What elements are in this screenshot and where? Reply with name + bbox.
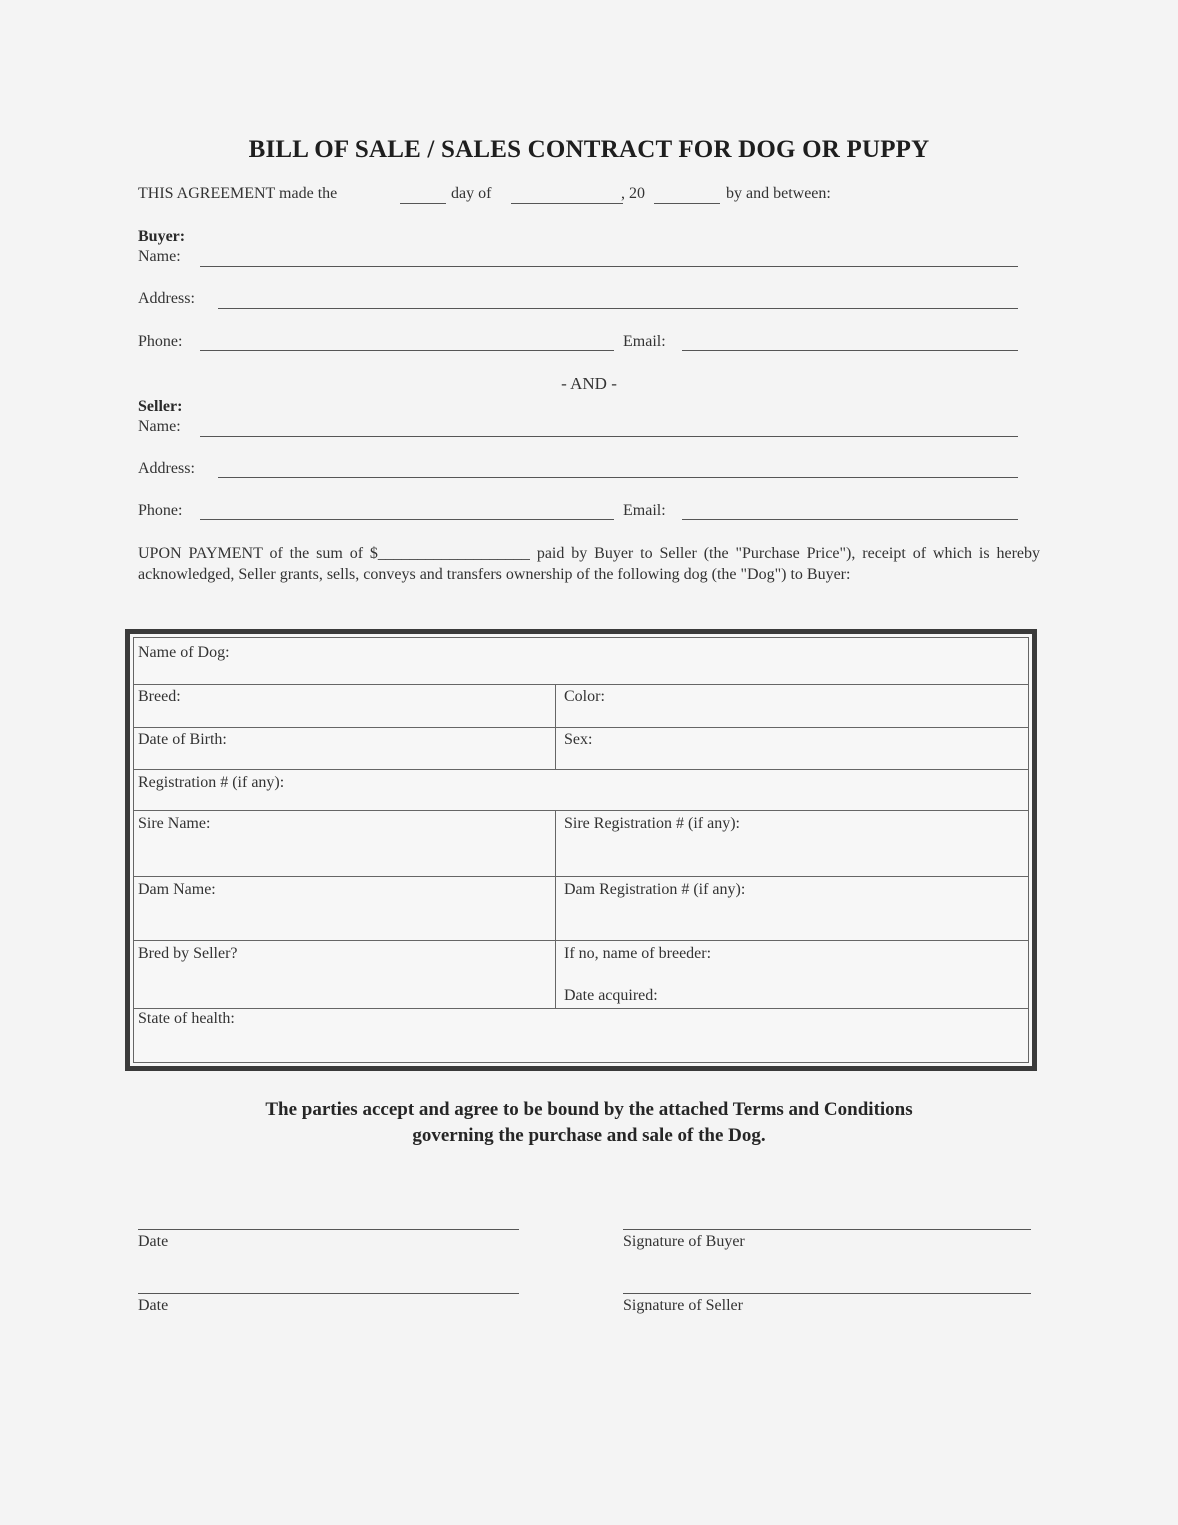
column-divider xyxy=(555,684,556,769)
buyer-address-label: Address: xyxy=(138,290,195,307)
seller-address-label: Address: xyxy=(138,460,195,477)
agreement-year-prefix: , 20 xyxy=(621,185,645,202)
buyer-address-field[interactable] xyxy=(218,308,1018,309)
and-divider: - AND - xyxy=(561,374,617,393)
seller-address-field[interactable] xyxy=(218,477,1018,478)
agreement-year-blank[interactable] xyxy=(654,203,720,204)
seller-name-field[interactable] xyxy=(200,436,1018,437)
sire-name-field[interactable]: Sire Name: xyxy=(138,815,211,832)
dam-name-field[interactable]: Dam Name: xyxy=(138,881,216,898)
row-divider xyxy=(134,727,1028,728)
terms-statement xyxy=(0,1097,1178,1149)
seller-phone-label: Phone: xyxy=(138,502,183,519)
payment-text-end: paid by Buyer to Seller (the "Purchase Price"), receipt of which is hereby acknowledged, Seller grants, sells, conveys and transfers ownership of the following dog (the "Dog") to Buyer: xyxy=(138,545,1041,583)
buyer-date-line[interactable] xyxy=(138,1229,519,1230)
terms-statement-line1: The parties accept and agree to be bound by the attached Terms and Conditions xyxy=(265,1099,913,1120)
seller-date-line[interactable] xyxy=(138,1293,519,1294)
row-divider xyxy=(134,876,1028,877)
row-divider xyxy=(134,810,1028,811)
row-divider xyxy=(134,1008,1028,1009)
buyer-email-field[interactable] xyxy=(682,350,1018,351)
dam-registration-field[interactable]: Dam Registration # (if any): xyxy=(564,881,746,898)
seller-heading: Seller: xyxy=(138,398,183,415)
registration-field[interactable]: Registration # (if any): xyxy=(138,774,285,791)
buyer-phone-label: Phone: xyxy=(138,333,183,350)
buyer-email-label: Email: xyxy=(623,333,666,350)
breed-field[interactable]: Breed: xyxy=(138,688,181,705)
buyer-phone-field[interactable] xyxy=(200,350,614,351)
color-field[interactable]: Color: xyxy=(564,688,605,705)
buyer-signature-label: Signature of Buyer xyxy=(623,1233,745,1250)
state-of-health-field[interactable]: State of health: xyxy=(138,1010,235,1027)
buyer-date-label: Date xyxy=(138,1233,169,1250)
payment-text-start: UPON PAYMENT of the sum of $ xyxy=(138,545,378,562)
buyer-signature-line[interactable] xyxy=(623,1229,1031,1230)
seller-date-label: Date xyxy=(138,1297,169,1314)
dog-details-table xyxy=(125,629,1037,1071)
column-divider xyxy=(555,810,556,1008)
seller-phone-field[interactable] xyxy=(200,519,614,520)
buyer-name-label: Name: xyxy=(138,248,181,265)
buyer-heading: Buyer: xyxy=(138,228,186,245)
payment-paragraph xyxy=(138,543,1040,585)
sex-field[interactable]: Sex: xyxy=(564,731,593,748)
seller-signature-label: Signature of Seller xyxy=(623,1297,743,1314)
document-title: BILL OF SALE / SALES CONTRACT FOR DOG OR PUPPY xyxy=(248,136,930,163)
bred-by-seller-field[interactable]: Bred by Seller? xyxy=(138,945,238,962)
row-divider xyxy=(134,684,1028,685)
seller-email-field[interactable] xyxy=(682,519,1018,520)
agreement-prefix: THIS AGREEMENT made the xyxy=(138,185,338,202)
purchase-price-blank[interactable]: ___________________ xyxy=(377,545,530,562)
breeder-name-field[interactable]: If no, name of breeder: xyxy=(564,945,712,962)
terms-statement-line2: governing the purchase and sale of the Dog. xyxy=(412,1125,766,1146)
date-of-birth-field[interactable]: Date of Birth: xyxy=(138,731,227,748)
agreement-day-blank[interactable] xyxy=(400,203,446,204)
agreement-suffix: by and between: xyxy=(726,185,831,202)
row-divider xyxy=(134,940,1028,941)
agreement-month-blank[interactable] xyxy=(511,203,623,204)
seller-email-label: Email: xyxy=(623,502,666,519)
seller-name-label: Name: xyxy=(138,418,181,435)
buyer-name-field[interactable] xyxy=(200,266,1018,267)
date-acquired-field[interactable]: Date acquired: xyxy=(564,987,658,1004)
dog-table-inner-frame xyxy=(133,637,1029,1063)
row-divider xyxy=(134,769,1028,770)
agreement-day-word: day of xyxy=(451,185,492,202)
sire-registration-field[interactable]: Sire Registration # (if any): xyxy=(564,815,740,832)
name-of-dog-field[interactable]: Name of Dog: xyxy=(138,644,230,661)
seller-signature-line[interactable] xyxy=(623,1293,1031,1294)
